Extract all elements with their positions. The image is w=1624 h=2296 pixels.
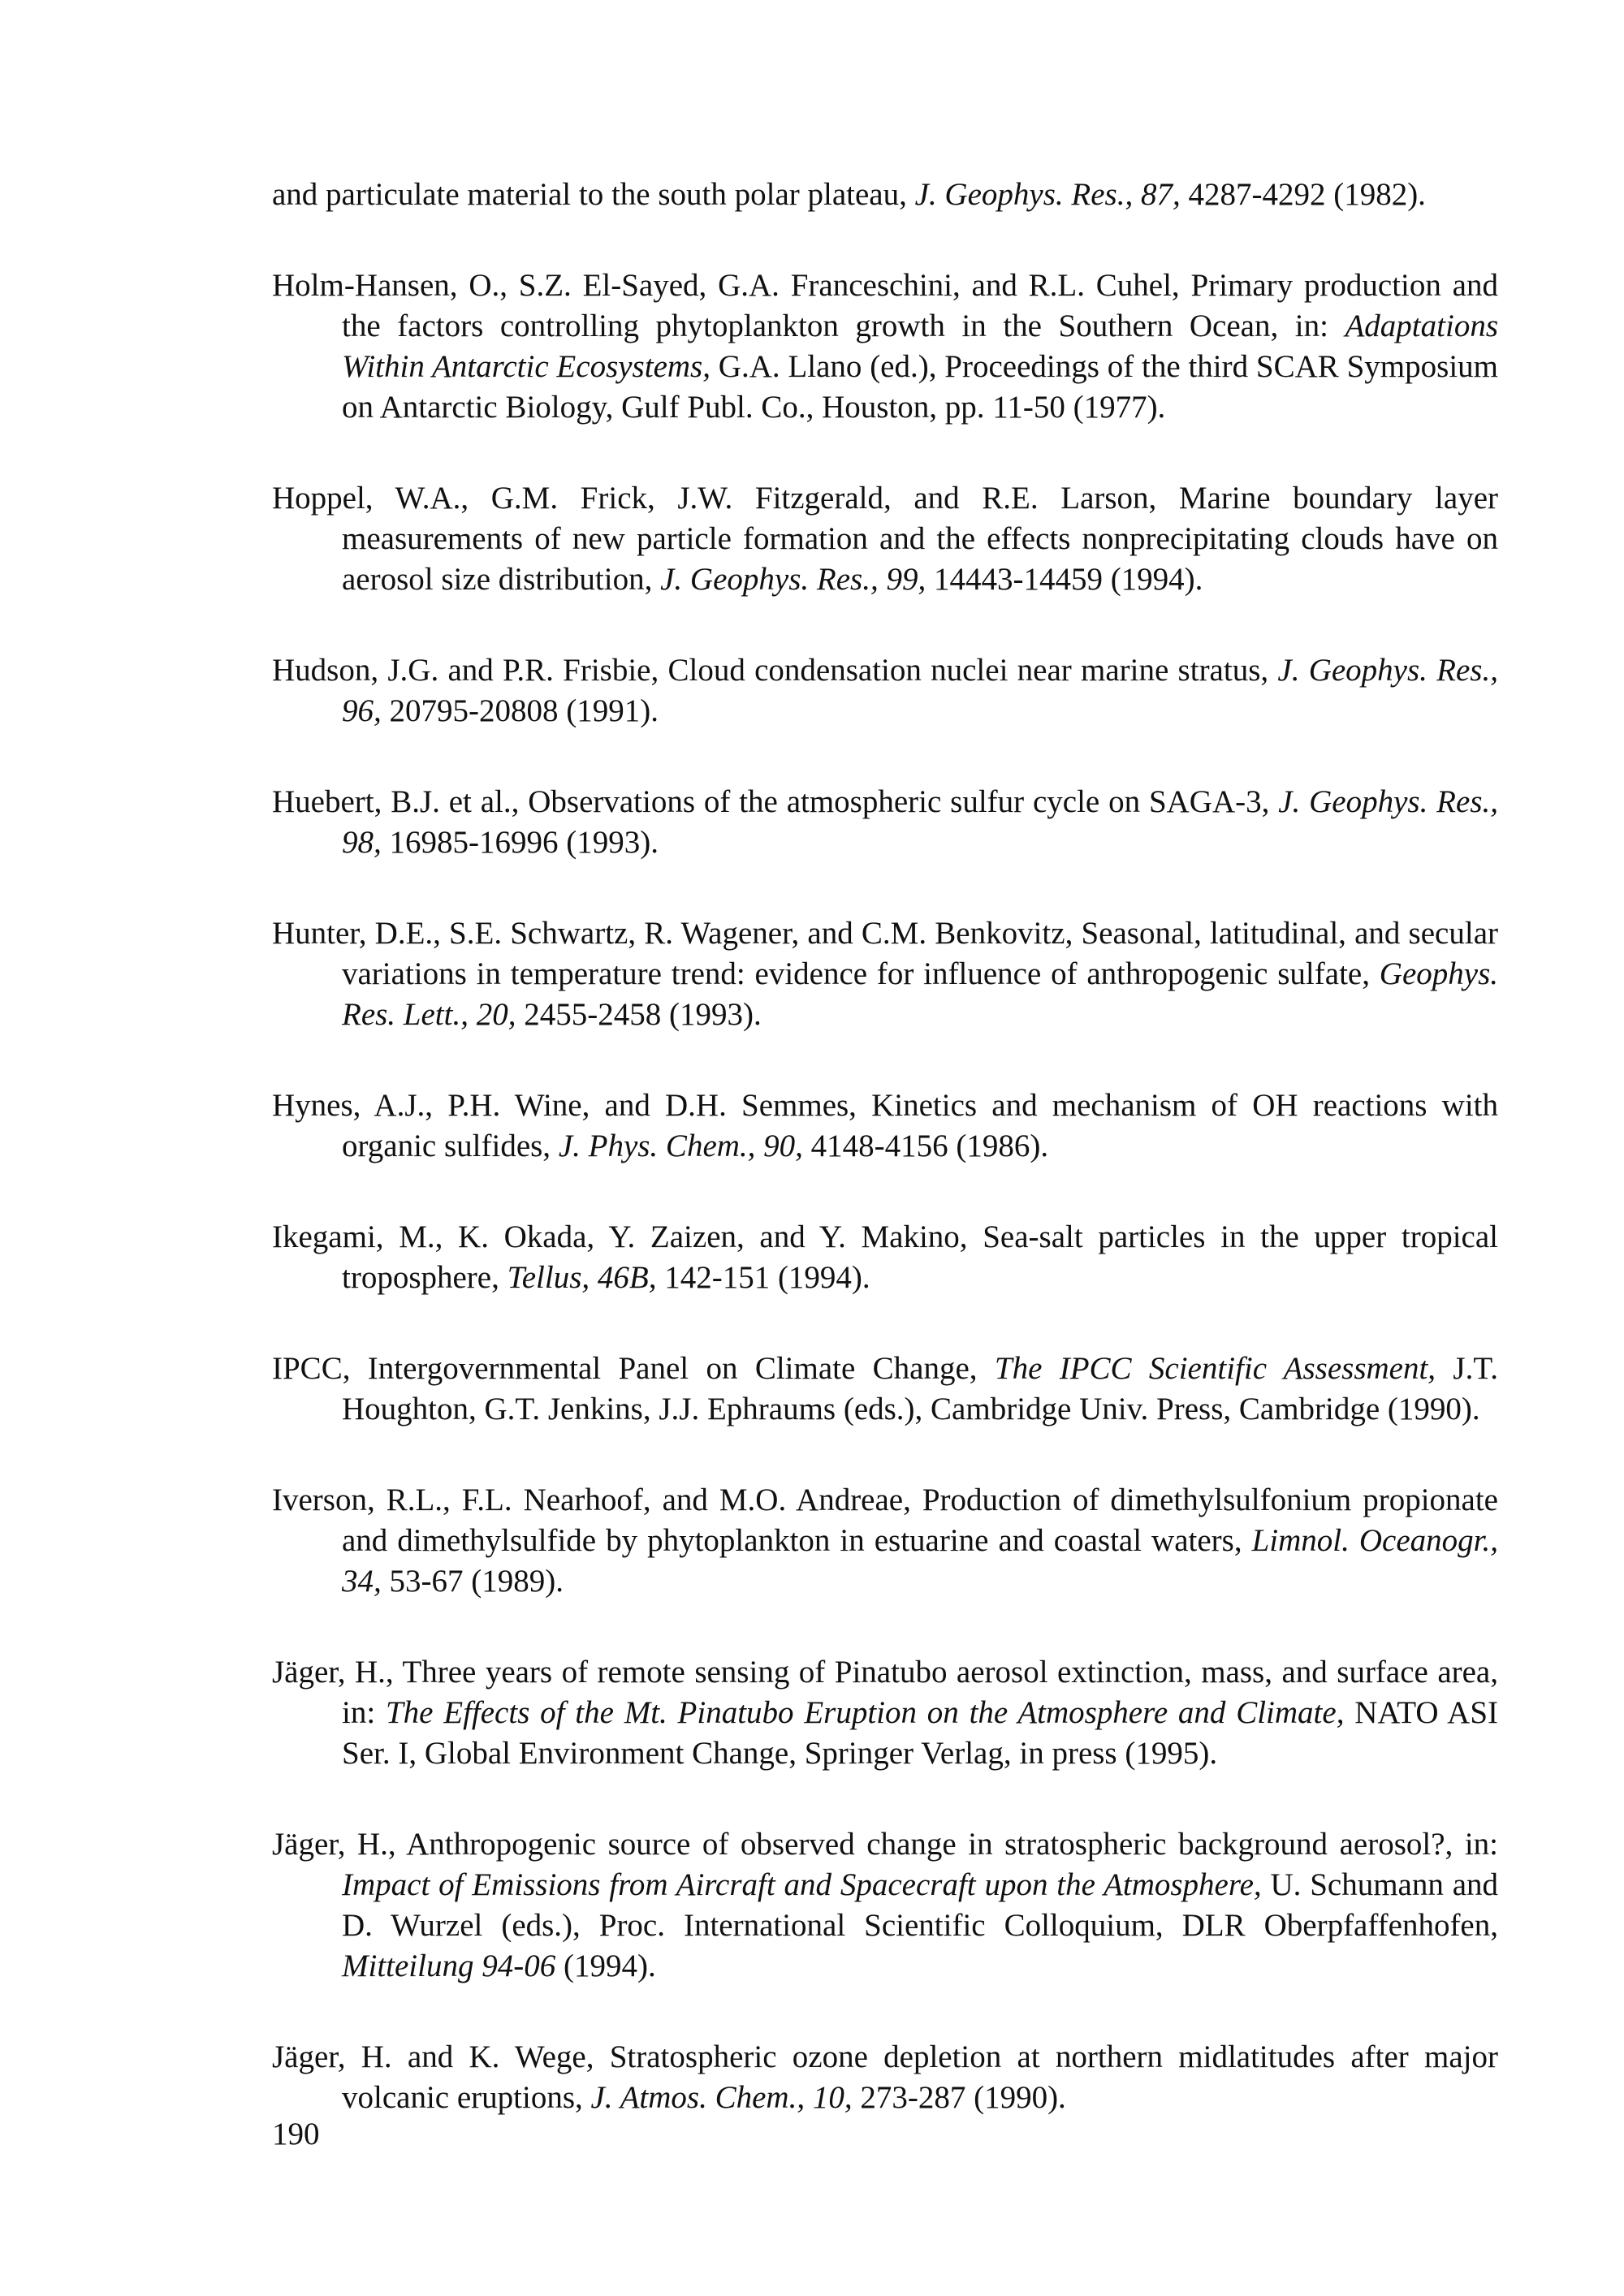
reference-text: (1994).	[555, 1949, 656, 1983]
reference-text: Holm-Hansen, O., S.Z. El-Sayed, G.A. Franceschini, and R.L. Cuhel, Primary production and the factors controlling phytoplankton growth in the Southern Ocean, in:	[272, 268, 1498, 343]
reference-entry-ikegami	[272, 1217, 1498, 1298]
reference-text: Jäger, H., Anthropogenic source of observed change in stratospheric background aerosol?, in:	[272, 1827, 1498, 1862]
page-number: 190	[272, 2117, 320, 2151]
reference-text: 16985-16996 (1993).	[381, 825, 659, 860]
reference-text: Hynes, A.J., P.H. Wine, and D.H. Semmes, Kinetics and mechanism of OH reactions with organic sulfides,	[272, 1088, 1498, 1163]
reference-entry-cont	[272, 175, 1498, 215]
reference-italic-text: J. Atmos. Chem., 10,	[590, 2080, 853, 2115]
reference-text: Jäger, H. and K. Wege, Stratospheric ozone depletion at northern midlatitudes after major volcanic eruptions,	[272, 2039, 1498, 2115]
reference-italic-text: Geophys. Res. Lett., 20,	[342, 956, 1498, 1032]
reference-italic-text: The Effects of the Mt. Pinatubo Eruption on the Atmosphere and Climate,	[385, 1695, 1345, 1730]
reference-italic-text: Tellus, 46B,	[507, 1260, 657, 1295]
reference-italic-text: J. Phys. Chem., 90,	[558, 1129, 803, 1163]
reference-entry-ipcc	[272, 1349, 1498, 1430]
reference-text: Huebert, B.J. et al., Observations of the atmospheric sulfur cycle on SAGA-3,	[272, 784, 1279, 819]
reference-italic-text: Impact of Emissions from Aircraft and Spacecraft upon the Atmosphere,	[342, 1867, 1262, 1902]
reference-italic-text: J. Geophys. Res., 96,	[342, 653, 1498, 728]
reference-italic-text: J. Geophys. Res., 98,	[342, 784, 1498, 860]
reference-text: Ikegami, M., K. Okada, Y. Zaizen, and Y. Makino, Sea-salt particles in the upper tropical troposphere,	[272, 1219, 1498, 1295]
reference-italic-text: The IPCC Scientific Assessment,	[994, 1351, 1436, 1386]
reference-entry-hynes	[272, 1085, 1498, 1167]
reference-text: Iverson, R.L., F.L. Nearhoof, and M.O. Andreae, Production of dimethylsulfonium propionate and dimethylsulfide by phytoplankton in estuarine and coastal waters,	[272, 1482, 1498, 1558]
reference-text: 20795-20808 (1991).	[381, 693, 659, 728]
reference-text: 14443-14459 (1994).	[926, 562, 1203, 597]
reference-entry-jager-1	[272, 1652, 1498, 1774]
reference-text: and particulate material to the south polar plateau,	[272, 177, 915, 212]
reference-text: Hunter, D.E., S.E. Schwartz, R. Wagener, and C.M. Benkovitz, Seasonal, latitudinal, and secular variations in temperature trend: evidence for influence of anthropogenic sulfate,	[272, 916, 1498, 991]
reference-entry-hudson	[272, 650, 1498, 732]
reference-text: 142-151 (1994).	[656, 1260, 870, 1295]
reference-entry-iverson	[272, 1480, 1498, 1602]
reference-text: Hudson, J.G. and P.R. Frisbie, Cloud condensation nuclei near marine stratus,	[272, 653, 1278, 688]
reference-entry-jager-wege	[272, 2037, 1498, 2118]
reference-text: 4287-4292 (1982).	[1180, 177, 1426, 212]
reference-text: U. Schumann and D. Wurzel (eds.), Proc. International Scientific Colloquium, DLR Oberpfaffenhofen,	[342, 1867, 1499, 1943]
reference-entry-huebert	[272, 782, 1498, 863]
reference-italic-text: J. Geophys. Res., 87,	[914, 177, 1181, 212]
reference-entry-hunter	[272, 913, 1498, 1035]
reference-italic-text: Adaptations Within Antarctic Ecosystems,	[342, 309, 1498, 384]
reference-text: 53-67 (1989).	[381, 1564, 564, 1599]
reference-text: 273-287 (1990).	[852, 2080, 1066, 2115]
reference-entry-hoppel	[272, 478, 1498, 600]
reference-text: 4148-4156 (1986).	[802, 1129, 1049, 1163]
reference-list	[272, 175, 1498, 2169]
reference-italic-text: J. Geophys. Res., 99,	[660, 562, 926, 597]
reference-text: 2455-2458 (1993).	[516, 997, 762, 1032]
reference-entry-jager-2	[272, 1824, 1498, 1987]
reference-text: G.A. Llano (ed.), Proceedings of the third SCAR Symposium on Antarctic Biology, Gulf Publ. Co., Houston, pp. 11-50 (1977).	[342, 349, 1498, 425]
reference-text: Hoppel, W.A., G.M. Frick, J.W. Fitzgerald, and R.E. Larson, Marine boundary layer measurements of new particle formation and the effects nonprecipitating clouds have on aerosol size distribution,	[272, 481, 1498, 597]
reference-text: NATO ASI Ser. I, Global Environment Change, Springer Verlag, in press (1995).	[342, 1695, 1499, 1771]
reference-text: J.T. Houghton, G.T. Jenkins, J.J. Ephraums (eds.), Cambridge Univ. Press, Cambridge (1990).	[342, 1351, 1499, 1426]
reference-text: IPCC, Intergovernmental Panel on Climate Change,	[272, 1351, 995, 1386]
reference-italic-text: Limnol. Oceanogr., 34,	[342, 1523, 1498, 1599]
reference-text: Jäger, H., Three years of remote sensing of Pinatubo aerosol extinction, mass, and surface area, in:	[272, 1655, 1498, 1730]
reference-entry-holm-hansen	[272, 265, 1498, 428]
reference-italic-text: Mitteilung 94-06	[342, 1949, 556, 1983]
